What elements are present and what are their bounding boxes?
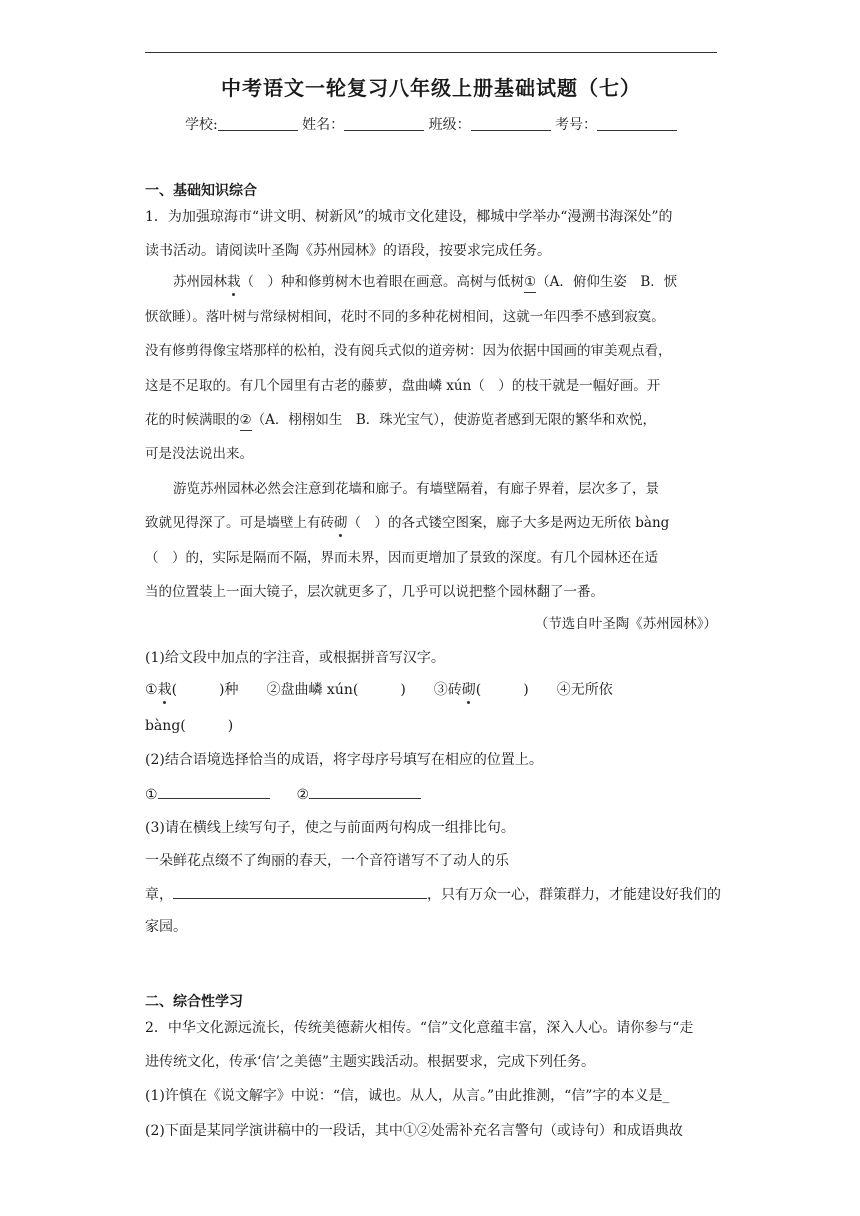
- section1-heading: 一、基础知识综合: [145, 183, 257, 199]
- sub-question-1-items: [145, 680, 717, 700]
- answer-blank-1[interactable]: [158, 784, 270, 799]
- class-field[interactable]: [471, 116, 551, 131]
- passage1-line6: 可是没法说出来。: [145, 446, 253, 462]
- passage1-line5: [145, 410, 717, 431]
- text-run: ①: [145, 682, 158, 698]
- text-run: 花的时候满眼的: [145, 412, 240, 428]
- dotted-char: 砌: [461, 682, 476, 698]
- passage2-line4: 当的位置装上一面大镜子，层次就更多了，几乎可以说把整个园林翻了一番。: [145, 584, 604, 600]
- text-run: ( ) ④无所依: [475, 682, 613, 698]
- text-run: （A．栩栩如生 B．珠光宝气），使游览者感到无限的繁华和欢悦，: [251, 412, 657, 428]
- exam-no-field[interactable]: [597, 116, 677, 131]
- sub-question-3-line3: 家园。: [145, 919, 187, 935]
- header-rule: [145, 52, 717, 53]
- sub-question-3: (3)请在横线上续写句子，使之与前面两句构成一组排比句。: [145, 820, 515, 836]
- passage2-line3: （ ）的，实际是隔而不隔，界而未界，因而更增加了景致的深度。有几个园林还在适: [145, 550, 658, 566]
- answer-blank-3[interactable]: [173, 884, 427, 899]
- q2-line3: (1)许慎在《说文解字》中说：“信，诚也。从人，从言。”由此推测，“信”字的本义是_: [145, 1088, 670, 1104]
- answer-blank-2[interactable]: [309, 784, 421, 799]
- text-run: ( )种 ②盘曲嶙 xún( ) ③砖: [171, 682, 462, 698]
- sub-question-3-line2: [145, 884, 721, 905]
- blank-1[interactable]: ①: [524, 272, 536, 293]
- dotted-char-qi: 砌: [334, 515, 348, 531]
- text-run: 致就见得深了。可是墙壁上有砖: [145, 515, 334, 531]
- q2-line2: 进传统文化，传承‘信’之美德”主题实践活动。根据要求，完成下列任务。: [145, 1054, 596, 1070]
- passage1-line2: 恹欲睡）。落叶树与常绿树相间，花时不同的多种花树相间，这就一年四季不感到寂寞。: [145, 309, 665, 325]
- answer-label-2: ②: [296, 787, 310, 803]
- text-run: ，只有万众一心，群策群力，才能建设好我们的: [427, 887, 721, 903]
- page-title: 中考语文一轮复习八年级上册基础试题（七）: [221, 76, 641, 100]
- q2-line4: (2)下面是某同学演讲稿中的一段话，其中①②处需补充名言警句（或诗句）和成语典故: [145, 1123, 683, 1139]
- student-info-line: [145, 114, 717, 134]
- exam-no-label: 考号：: [555, 117, 598, 133]
- sub-question-2-blanks: [145, 784, 717, 805]
- name-field[interactable]: [344, 116, 424, 131]
- sub-question-1-items-line2: bàng( ): [145, 718, 234, 734]
- q2-line1: 2．中华文化源远流长，传统美德薪火相传。“信”文化意蕴丰富，深入人心。请你参与“走: [145, 1020, 694, 1036]
- sub-question-1: (1)给文段中加点的字注音，或根据拼音写汉字。: [145, 650, 445, 666]
- q1-line2: 读书活动。请阅读叶圣陶《苏州园林》的语段，按要求完成任务。: [145, 243, 551, 259]
- class-label: 班级：: [428, 117, 471, 133]
- name-label: 姓名：: [302, 117, 345, 133]
- text-run: （A．俯仰生姿 B．恹: [536, 274, 678, 290]
- passage1-line4: 这是不足取的。有几个园里有古老的藤萝，盘曲嶙 xún（ ）的枝干就是一幅好画。开: [145, 378, 661, 394]
- passage2-line2: [145, 513, 717, 533]
- school-label: 学校:: [184, 117, 218, 133]
- section2-heading: 二、综合性学习: [145, 994, 243, 1010]
- text-run: 章，: [145, 887, 173, 903]
- passage1-line1: [145, 272, 745, 293]
- school-field[interactable]: [218, 116, 298, 131]
- blank-2[interactable]: ②: [240, 410, 252, 431]
- q1-line1: 1．为加强琼海市“讲文明、树新风”的城市文化建设，椰城中学举办“漫溯书海深处”的: [145, 209, 673, 225]
- answer-label-1: ①: [145, 787, 158, 803]
- text-run: 苏州园林: [173, 274, 227, 290]
- passage2-line1: 游览苏州园林必然会注意到花墙和廊子。有墙壁隔着，有廊子界着，层次多了，景: [173, 481, 659, 497]
- passage1-line3: 没有修剪得像宝塔那样的松柏，没有阅兵式似的道旁树：因为依据中国画的审美观点看，: [145, 343, 672, 359]
- dotted-char-zai: 栽: [227, 274, 241, 290]
- sub-question-3-line1: 一朵鲜花点缀不了绚丽的春天，一个音符谱写不了动人的乐: [145, 853, 509, 869]
- text-run: （ ）的各式镂空图案，廊子大多是两边无所依 bàng: [347, 515, 670, 531]
- dotted-char: 栽: [157, 682, 172, 698]
- sub-question-2: (2)结合语境选择恰当的成语，将字母序号填写在相应的位置上。: [145, 752, 543, 768]
- text-run: （ ）种和修剪树木也着眼在画意。高树与低树: [240, 274, 524, 290]
- source-citation: （节选自叶圣陶《苏州园林》）: [534, 616, 717, 632]
